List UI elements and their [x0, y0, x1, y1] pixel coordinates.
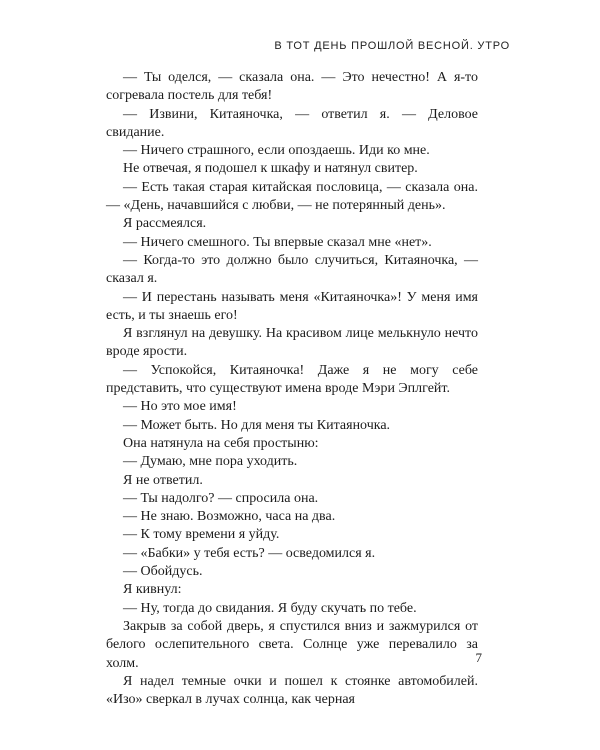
paragraph: — Ты надолго? — спросила она. [123, 490, 319, 506]
paragraph: — Извини, Китаяночка, — ответил я. — Деловое свидание. [106, 106, 478, 140]
running-head: В ТОТ ДЕНЬ ПРОШЛОЙ ВЕСНОЙ. УТРО [274, 40, 510, 52]
paragraph: Я надел темные очки и пошел к стоянке автомобилей. «Изо» сверкал в лучах солнца, как черная [106, 673, 478, 708]
body-text [106, 69, 478, 709]
paragraph: — Может быть. Но для меня ты Китаяночка. [123, 417, 391, 433]
paragraph: — Ну, тогда до свидания. Я буду скучать по тебе. [123, 600, 417, 616]
paragraph: — Ты оделся, — сказала она. — Это нечестно! А я-то согревала постель для тебя! [106, 70, 478, 104]
paragraph: — Есть такая старая китайская пословица, — сказала она. — «День, начавшийся с любви, — не потерянный день». [106, 179, 478, 214]
paragraph: — Обойдусь. [123, 564, 203, 580]
paragraph: — Успокойся, Китаяночка! Даже я не могу себе представить, что существуют имена вроде Мэри Эплгейт. [106, 362, 478, 397]
paragraph: Я рассмеялся. [123, 216, 207, 232]
paragraph: — Ничего смешного. Ты впервые сказал мне «нет». [123, 234, 432, 250]
paragraph: — И перестань называть меня «Китаяночка»! У меня имя есть, и ты знаешь его! [106, 289, 478, 323]
paragraph: — Но это мое имя! [123, 399, 237, 415]
paragraph: — Когда-то это должно было случиться, Китаяночка, — сказал я. [106, 252, 478, 287]
paragraph: — К тому времени я уйду. [123, 527, 280, 543]
paragraph: Закрыв за собой дверь, я спустился вниз и зажмурился от белого ослепительного света. Солнце уже перевалило за холм. [106, 618, 478, 671]
paragraph: Она натянула на себя простыню: [123, 435, 319, 451]
paragraph: Я не ответил. [123, 472, 203, 488]
page-number: 7 [475, 650, 482, 665]
paragraph: — «Бабки» у тебя есть? — осведомился я. [123, 545, 376, 561]
paragraph: Не отвечая, я подошел к шкафу и натянул свитер. [123, 161, 418, 177]
paragraph: Я кивнул: [123, 582, 182, 598]
paragraph: — Думаю, мне пора уходить. [123, 454, 298, 470]
paragraph: — Не знаю. Возможно, часа на два. [123, 509, 336, 525]
paragraph: Я взглянул на девушку. На красивом лице мелькнуло нечто вроде ярости. [106, 326, 478, 360]
paragraph: — Ничего страшного, если опоздаешь. Иди ко мне. [123, 143, 430, 159]
